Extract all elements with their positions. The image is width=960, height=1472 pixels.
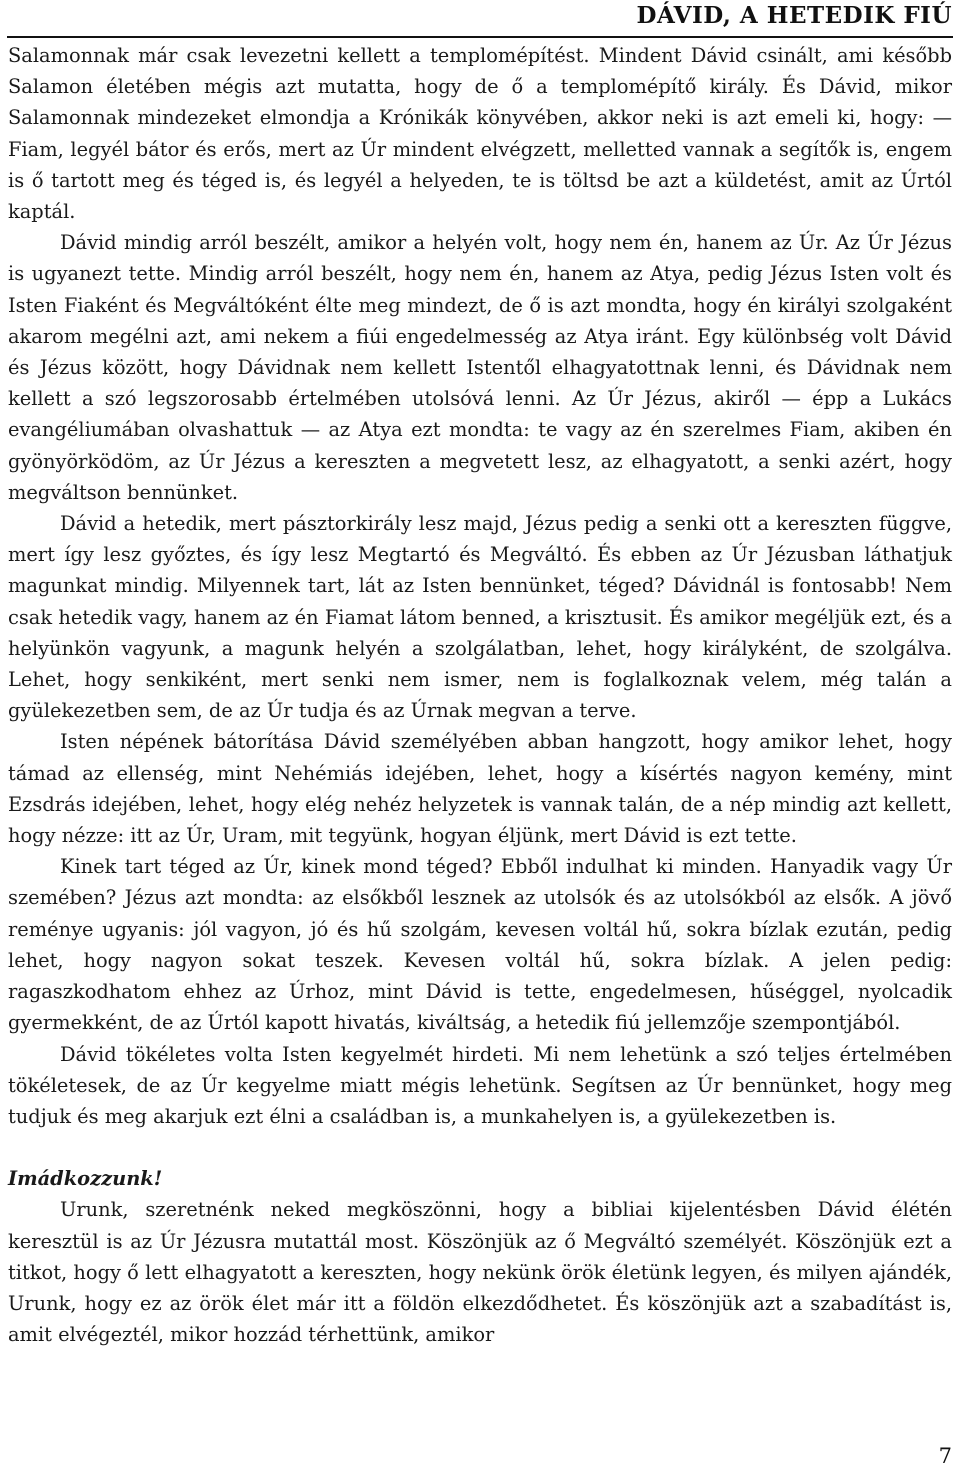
paragraph: Isten népének bátorítása Dávid személyében abban hangzott, hogy amikor lehet, hogy támad az ellenség, mint Nehémiás idejében, lehet, hogy a kísértés nagyon kemény, mint Ezsdrás idejében, lehet, hogy elég nehéz helyzetek is vannak talán, de a nép mindig azt kellett, hogy nézze: itt az Úr, Uram, mit tegyünk, hogyan éljünk, mert Dávid is ezt tette. bbox=[8, 730, 952, 848]
body-text bbox=[8, 40, 952, 1350]
paragraph: Dávid a hetedik, mert pásztorkirály lesz majd, Jézus pedig a senki ott a kereszten függve, mert így lesz győztes, és így lesz Megtartó és Megváltó. És ebben az Úr Jézusban láthatjuk magunkat mindig. Milyennek tart, lát az Isten bennünket, téged? Dávidnál is fontosabb! Nem csak hetedik vagy, hanem az én Fiamat látom benned, a krisztusit. És amikor megéljük ezt, és a helyünkön vagyunk, a magunk helyén a szolgálatban, lehet, hogy királyként, de szolgálva. Lehet, hogy senkiként, mert senki nem ismer, nem is foglalkoznak velem, még talán a gyülekezetben sem, de az Úr tudja és az Úrnak megvan a terve. bbox=[8, 512, 952, 723]
page-number: 7 bbox=[938, 1444, 952, 1468]
prayer-paragraph: Urunk, szeretnénk neked megköszönni, hogy a bibliai kijelentésben Dávid élétén keresztül is az Úr Jézusra mutattál most. Köszönjük az ő Megváltó személyét. Köszönjük ezt a titkot, hogy ő lett elhagyatott a kereszten, hogy nekünk örök életünk legyen, és milyen ajándék, Urunk, hogy ez az örök élet már itt a földön elkezdődhetet. És köszönjük azt a szabadítást is, amit elvégeztél, mikor hozzád térhettünk, amikor bbox=[8, 1198, 952, 1347]
prayer-heading: Imádkozzunk! bbox=[8, 1167, 163, 1191]
paragraph: Salamonnak már csak levezetni kellett a templomépítést. Mindent Dávid csinált, ami később Salamon életében mégis azt mutatta, hogy de ő a templomépítő király. És Dávid, mikor Salamonnak mindezeket elmondja a Krónikák könyvében, akkor neki is azt emeli ki, hogy: — Fiam, legyél bátor és erős, mert az Úr mindent elvégzett, melletted vannak a segítők is, engem is ő tartott meg és téged is, és legyél a helyeden, te is töltsd be azt a küldetést, amit az Úrtól kaptál. bbox=[8, 44, 952, 224]
paragraph: Dávid mindig arról beszélt, amikor a helyén volt, hogy nem én, hanem az Úr. Az Úr Jézus is ugyanezt tette. Mindig arról beszélt, hogy nem én, hanem az Atya, pedig Jézus Isten volt és Isten Fiaként és Megváltóként élte meg mindezt, de ő is azt mondta, hogy én királyi szolgaként akarom megélni azt, ami nekem a fiúi engedelmesség az Atya iránt. Egy különbség volt Dávid és Jézus között, hogy Dávidnak nem kellett Istentől elhagyatottnak lenni, és Dávidnak nem kellett a szó legszorosabb értelmében utolsóvá lenni. Az Úr Jézus, akiről — épp a Lukács evangéliumában olvashattuk — az Atya ezt mondta: te vagy az én szerelmes Fiam, akiben én gyönyörködöm, az Úr Jézus a kereszten a megvetett lesz, az elhagyatott, a senki azért, hogy megváltson bennünket. bbox=[8, 231, 952, 504]
paragraph: Dávid tökéletes volta Isten kegyelmét hirdeti. Mi nem lehetünk a szó teljes értelmében tökéletesek, de az Úr kegyelme miatt mégis lehetünk. Segítsen az Úr bennünket, hogy meg tudjuk és meg akarjuk ezt élni a családban is, a munkahelyen is, a gyülekezetben is. bbox=[8, 1042, 952, 1128]
header-divider bbox=[7, 36, 953, 38]
running-header-title: DÁVID, A HETEDIK FIÚ bbox=[636, 2, 952, 29]
paragraph: Kinek tart téged az Úr, kinek mond téged? Ebből indulhat ki minden. Hanyadik vagy Úr szemében? Jézus azt mondta: az elsőkből lesznek az utolsók és az utolsókból az elsők. A jövő reménye ugyanis: jól vagyon, jó és hű szolgám, kevesen voltál hű, sokra bízlak ezután, pedig lehet, hogy nagyon sokat teszek. Kevesen voltál hű, sokra bízlak. A jelen pedig: ragaszkodhatom ehhez az Úrhoz, mint Dávid is tette, engedelmesen, hűséggel, nyolcadik gyermekként, de az Úrtól kapott hivatás, kiváltság, a hetedik fiú jellemzője szempontjából. bbox=[8, 855, 952, 1035]
